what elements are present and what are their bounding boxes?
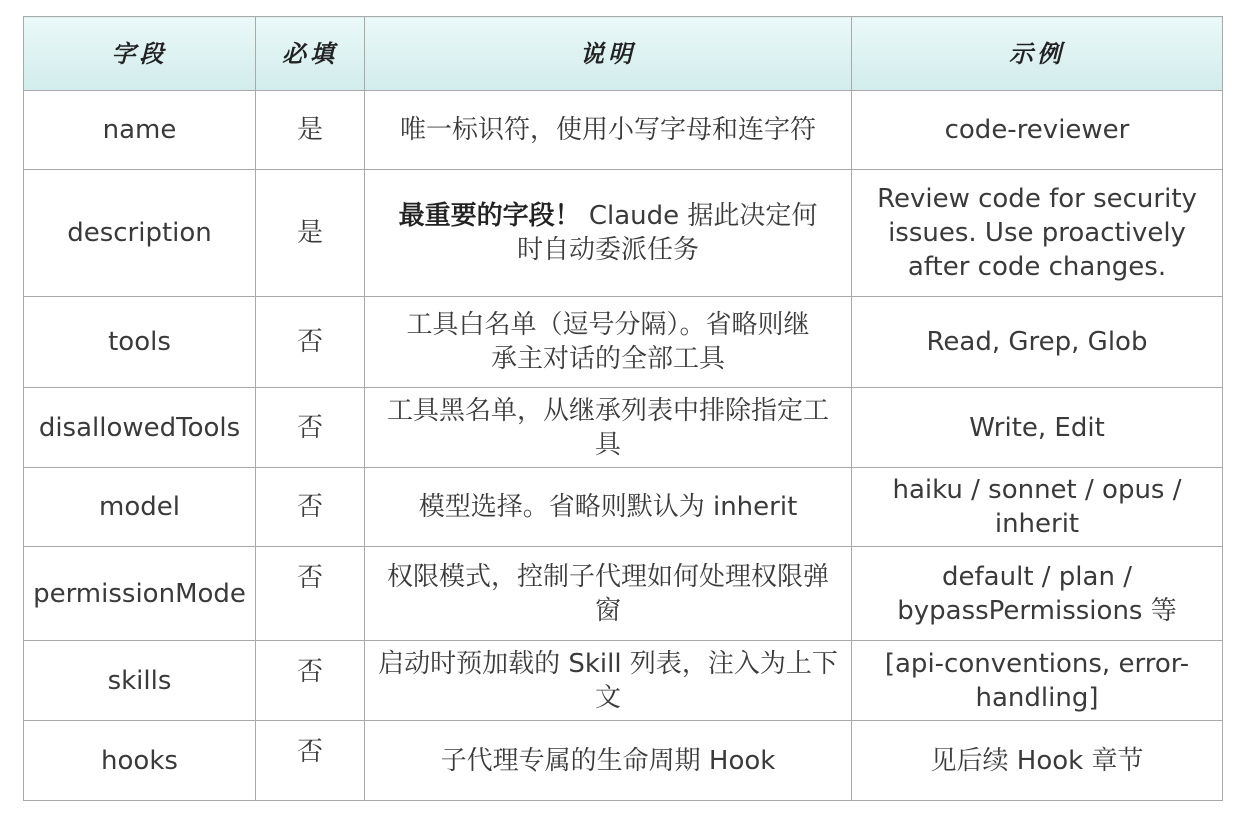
description-text: Claude 据此决定何时自动委派任务 [516, 201, 818, 265]
required-cell: 否 [256, 297, 365, 388]
table-row [24, 91, 1223, 170]
required-cell: 否 [256, 547, 365, 641]
example-cell: Write, Edit [852, 388, 1223, 468]
description-cell: 启动时预加载的 Skill 列表，注入为上下文 [365, 641, 852, 721]
header-example: 示例 [852, 17, 1223, 91]
table-row [24, 297, 1223, 388]
description-cell: 模型选择。省略则默认为 inherit [365, 468, 852, 547]
description-cell [365, 170, 852, 297]
example-cell: Review code for security issues. Use proactively after code changes. [852, 170, 1223, 297]
field-cell: model [24, 468, 256, 547]
header-row [24, 17, 1223, 91]
field-cell: hooks [24, 721, 256, 801]
example-cell: default / plan / bypassPermissions 等 [852, 547, 1223, 641]
example-cell: [api-conventions, error-handling] [852, 641, 1223, 721]
field-cell: description [24, 170, 256, 297]
table-row [24, 721, 1223, 801]
header-description: 说明 [365, 17, 852, 91]
fields-table [23, 16, 1223, 801]
example-cell: Read, Grep, Glob [852, 297, 1223, 388]
required-cell: 是 [256, 170, 365, 297]
required-cell: 否 [256, 388, 365, 468]
table-row [24, 547, 1223, 641]
table-body [24, 91, 1223, 801]
example-cell: code-reviewer [852, 91, 1223, 170]
description-cell: 工具白名单（逗号分隔）。省略则继承主对话的全部工具 [365, 297, 852, 388]
example-cell: haiku / sonnet / opus / inherit [852, 468, 1223, 547]
required-cell: 否 [256, 721, 365, 801]
field-cell: permissionMode [24, 547, 256, 641]
table-row [24, 170, 1223, 297]
table-header [24, 17, 1223, 91]
header-field: 字段 [24, 17, 256, 91]
required-cell: 是 [256, 91, 365, 170]
field-cell: skills [24, 641, 256, 721]
description-cell: 唯一标识符，使用小写字母和连字符 [365, 91, 852, 170]
field-cell: tools [24, 297, 256, 388]
field-cell: disallowedTools [24, 388, 256, 468]
description-emphasis: 最重要的字段！ [398, 201, 581, 231]
description-cell: 权限模式，控制子代理如何处理权限弹窗 [365, 547, 852, 641]
field-cell: name [24, 91, 256, 170]
description-cell: 工具黑名单，从继承列表中排除指定工具 [365, 388, 852, 468]
table-row [24, 388, 1223, 468]
header-required: 必填 [256, 17, 365, 91]
table-row [24, 468, 1223, 547]
example-cell: 见后续 Hook 章节 [852, 721, 1223, 801]
required-cell: 否 [256, 641, 365, 721]
description-cell: 子代理专属的生命周期 Hook [365, 721, 852, 801]
required-cell: 否 [256, 468, 365, 547]
table-row [24, 641, 1223, 721]
